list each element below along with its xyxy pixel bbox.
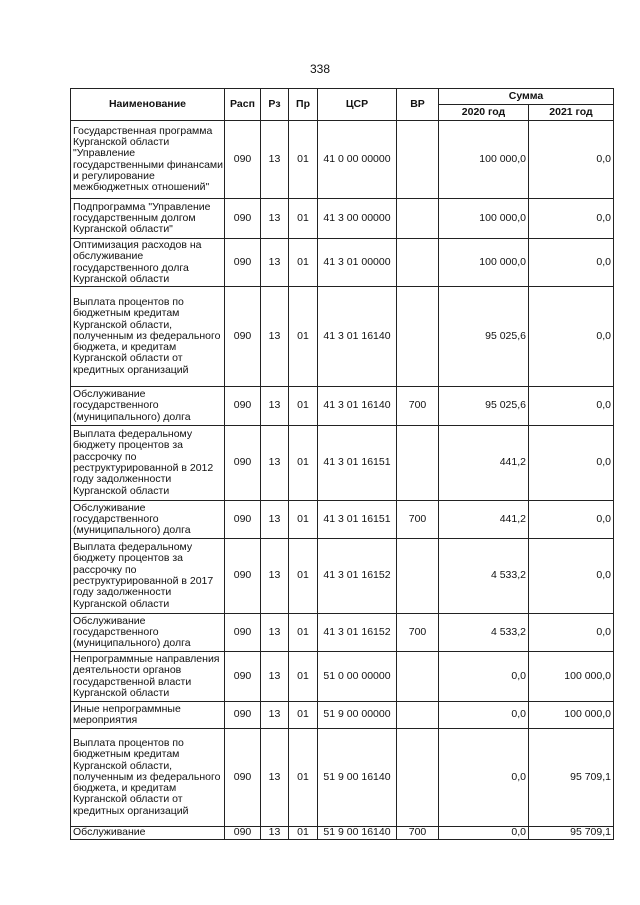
- row-csr: 41 3 01 16151: [318, 426, 397, 501]
- row-name: Обслуживание: [71, 827, 225, 840]
- row-rasp: 090: [225, 827, 261, 840]
- row-2020: 0,0: [439, 702, 529, 729]
- row-2020: 95 025,6: [439, 387, 529, 426]
- header-vr: ВР: [397, 89, 439, 121]
- row-csr: 41 3 01 00000: [318, 239, 397, 287]
- row-rasp: 090: [225, 199, 261, 239]
- row-vr: [397, 702, 439, 729]
- row-rasp: 090: [225, 539, 261, 614]
- row-name: Непрограммные направления деятельности органов государственной власти Курганской области: [71, 652, 225, 702]
- row-vr: [397, 121, 439, 199]
- row-rz: 13: [261, 426, 289, 501]
- row-name: Обслуживание государственного (муниципального) долга: [71, 614, 225, 652]
- row-2021: 100 000,0: [529, 652, 614, 702]
- row-name: Иные непрограммные мероприятия: [71, 702, 225, 729]
- row-rz: 13: [261, 121, 289, 199]
- row-name: Обслуживание государственного (муниципального) долга: [71, 501, 225, 539]
- row-vr: 700: [397, 614, 439, 652]
- row-pr: 01: [289, 729, 318, 827]
- row-2020: 100 000,0: [439, 121, 529, 199]
- row-csr: 41 3 01 16140: [318, 387, 397, 426]
- row-2020: 0,0: [439, 827, 529, 840]
- row-2020: 441,2: [439, 501, 529, 539]
- row-rasp: 090: [225, 702, 261, 729]
- row-vr: 700: [397, 501, 439, 539]
- row-csr: 41 3 01 16152: [318, 614, 397, 652]
- row-rasp: 090: [225, 239, 261, 287]
- table-row: [71, 614, 614, 652]
- row-name: Выплата федеральному бюджету процентов за рассрочку по реструктурированной в 2012 году задолженности Курганской области: [71, 426, 225, 501]
- header-2020: 2020 год: [439, 105, 529, 121]
- row-2021: 0,0: [529, 121, 614, 199]
- row-pr: 01: [289, 121, 318, 199]
- table-row: [71, 827, 614, 840]
- header-name: Наименование: [71, 89, 225, 121]
- row-2020: 100 000,0: [439, 199, 529, 239]
- row-rz: 13: [261, 287, 289, 387]
- row-vr: [397, 199, 439, 239]
- row-vr: [397, 539, 439, 614]
- row-name: Обслуживание государственного (муниципального) долга: [71, 387, 225, 426]
- row-2020: 4 533,2: [439, 539, 529, 614]
- row-rz: 13: [261, 827, 289, 840]
- row-rasp: 090: [225, 652, 261, 702]
- row-2021: 0,0: [529, 199, 614, 239]
- row-2020: 441,2: [439, 426, 529, 501]
- row-2021: 0,0: [529, 539, 614, 614]
- row-csr: 41 3 01 16151: [318, 501, 397, 539]
- row-csr: 51 9 00 00000: [318, 702, 397, 729]
- table-row: [71, 539, 614, 614]
- row-2021: 0,0: [529, 387, 614, 426]
- row-name: Государственная программа Курганской области "Управление государственными финансами и регулирование межбюджетных отношений": [71, 121, 225, 199]
- row-csr: 51 0 00 00000: [318, 652, 397, 702]
- table-row: [71, 729, 614, 827]
- row-rz: 13: [261, 387, 289, 426]
- row-rz: 13: [261, 539, 289, 614]
- row-rasp: 090: [225, 501, 261, 539]
- budget-table: [70, 88, 614, 840]
- row-rz: 13: [261, 614, 289, 652]
- row-pr: 01: [289, 426, 318, 501]
- row-rasp: 090: [225, 121, 261, 199]
- row-name: Выплата процентов по бюджетным кредитам Курганской области, полученным из федерального бюджета, и кредитам Курганской области от кредитных организаций: [71, 729, 225, 827]
- row-rz: 13: [261, 199, 289, 239]
- row-pr: 01: [289, 652, 318, 702]
- page-number: 338: [309, 62, 331, 76]
- row-pr: 01: [289, 702, 318, 729]
- row-2021: 0,0: [529, 287, 614, 387]
- table-row: [71, 199, 614, 239]
- row-2020: 95 025,6: [439, 287, 529, 387]
- row-pr: 01: [289, 539, 318, 614]
- row-vr: [397, 239, 439, 287]
- row-csr: 51 9 00 16140: [318, 827, 397, 840]
- row-csr: 41 3 01 16152: [318, 539, 397, 614]
- table-row: [71, 652, 614, 702]
- header-csr: ЦСР: [318, 89, 397, 121]
- row-vr: [397, 426, 439, 501]
- row-rasp: 090: [225, 614, 261, 652]
- row-pr: 01: [289, 199, 318, 239]
- row-rz: 13: [261, 702, 289, 729]
- row-csr: 41 3 00 00000: [318, 199, 397, 239]
- row-rz: 13: [261, 501, 289, 539]
- row-2020: 4 533,2: [439, 614, 529, 652]
- row-name: Подпрограмма "Управление государственным долгом Курганской области": [71, 199, 225, 239]
- table-row: [71, 501, 614, 539]
- row-csr: 41 0 00 00000: [318, 121, 397, 199]
- table-row: [71, 387, 614, 426]
- table-row: [71, 121, 614, 199]
- row-rz: 13: [261, 652, 289, 702]
- row-vr: [397, 729, 439, 827]
- header-rasp: Расп: [225, 89, 261, 121]
- row-pr: 01: [289, 239, 318, 287]
- header-sum: Сумма: [439, 89, 614, 105]
- row-name: Выплата федеральному бюджету процентов за рассрочку по реструктурированной в 2017 году задолженности Курганской области: [71, 539, 225, 614]
- row-vr: [397, 287, 439, 387]
- table-row: [71, 702, 614, 729]
- row-2021: 0,0: [529, 426, 614, 501]
- header-pr: Пр: [289, 89, 318, 121]
- row-vr: 700: [397, 827, 439, 840]
- row-2020: 0,0: [439, 729, 529, 827]
- row-rasp: 090: [225, 426, 261, 501]
- row-name: Оптимизация расходов на обслуживание государственного долга Курганской области: [71, 239, 225, 287]
- row-2020: 0,0: [439, 652, 529, 702]
- row-2021: 95 709,1: [529, 729, 614, 827]
- row-pr: 01: [289, 287, 318, 387]
- row-rasp: 090: [225, 287, 261, 387]
- row-2021: 0,0: [529, 239, 614, 287]
- table-row: [71, 287, 614, 387]
- row-csr: 41 3 01 16140: [318, 287, 397, 387]
- row-name: Выплата процентов по бюджетным кредитам Курганской области, полученным из федерального бюджета, и кредитам Курганской области от кредитных организаций: [71, 287, 225, 387]
- row-pr: 01: [289, 827, 318, 840]
- header-rz: Рз: [261, 89, 289, 121]
- row-rz: 13: [261, 729, 289, 827]
- row-rz: 13: [261, 239, 289, 287]
- row-2021: 100 000,0: [529, 702, 614, 729]
- row-csr: 51 9 00 16140: [318, 729, 397, 827]
- row-rasp: 090: [225, 729, 261, 827]
- table-row: [71, 239, 614, 287]
- row-pr: 01: [289, 614, 318, 652]
- row-2021: 0,0: [529, 501, 614, 539]
- row-2021: 95 709,1: [529, 827, 614, 840]
- row-pr: 01: [289, 501, 318, 539]
- row-rasp: 090: [225, 387, 261, 426]
- row-vr: [397, 652, 439, 702]
- row-2021: 0,0: [529, 614, 614, 652]
- table-row: [71, 426, 614, 501]
- row-pr: 01: [289, 387, 318, 426]
- row-vr: 700: [397, 387, 439, 426]
- header-2021: 2021 год: [529, 105, 614, 121]
- row-2020: 100 000,0: [439, 239, 529, 287]
